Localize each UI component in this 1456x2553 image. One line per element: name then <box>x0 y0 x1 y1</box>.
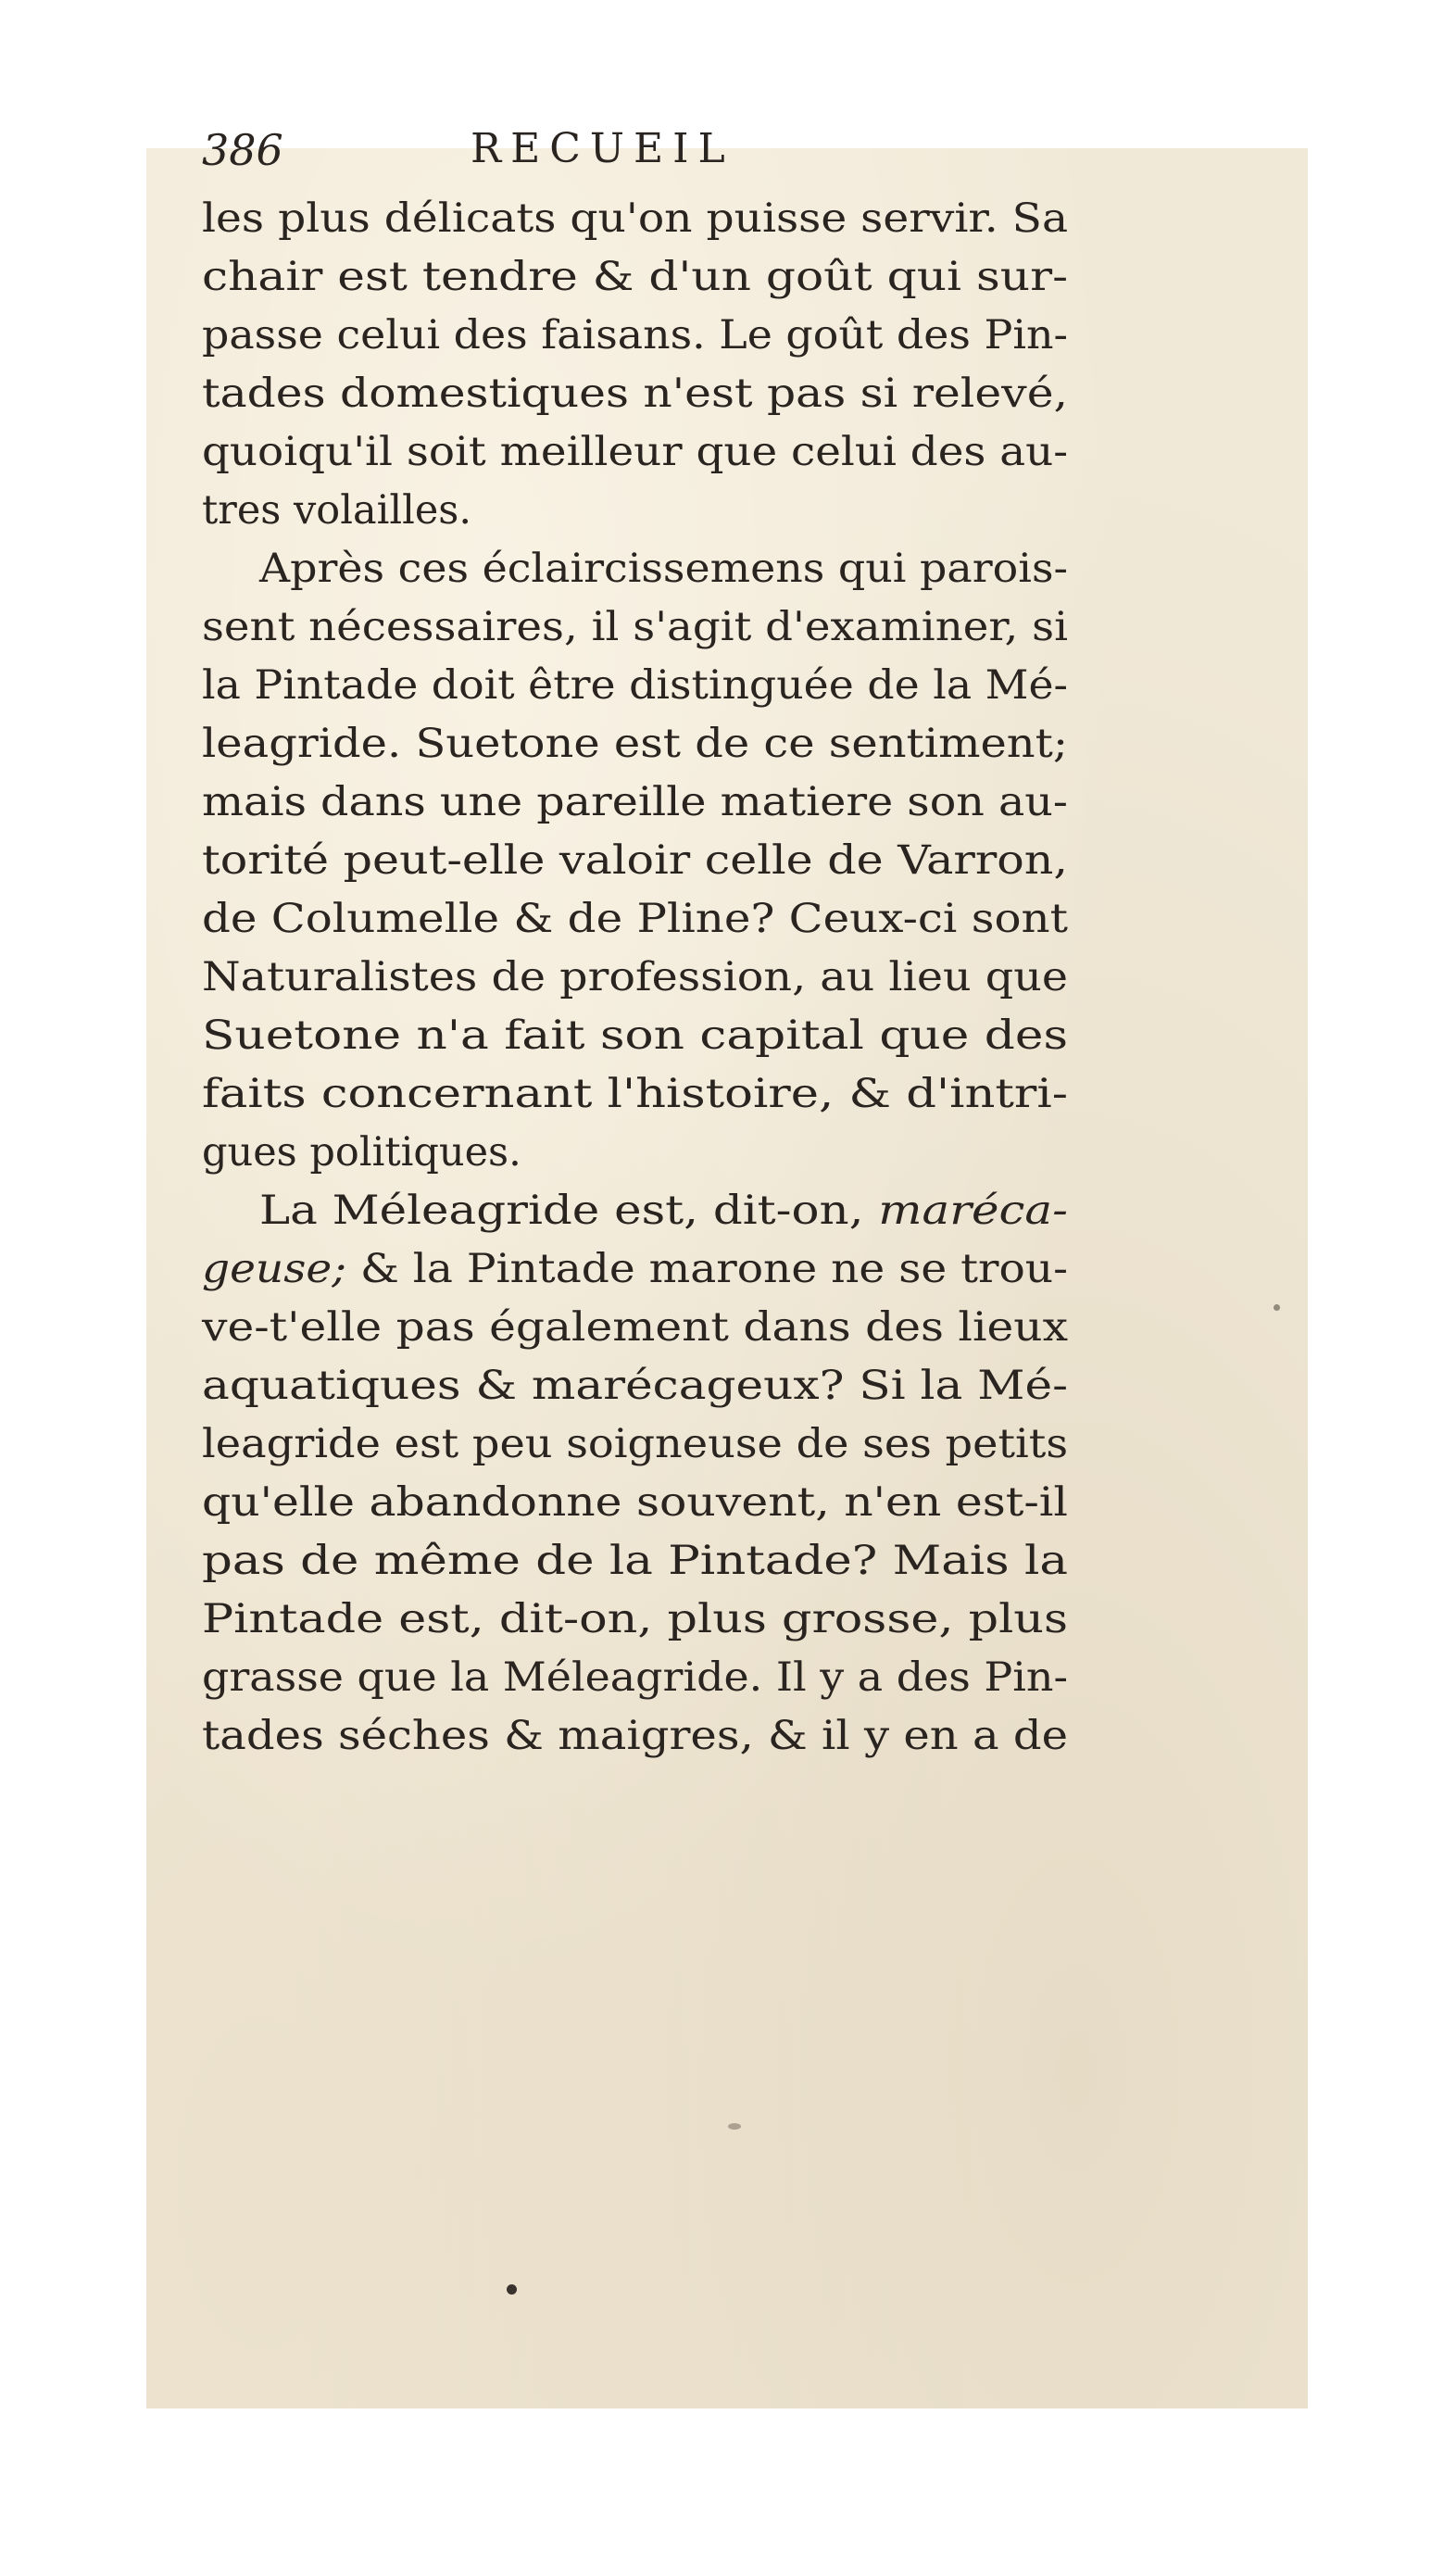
text-line <box>202 1065 1073 1124</box>
text-line <box>202 1124 1073 1182</box>
text-line-content <box>202 949 1068 1007</box>
line-text: faits concernant l'histoire, & d'intri- <box>202 1071 1069 1117</box>
text-line <box>202 1707 1073 1766</box>
text-line <box>202 1007 1073 1065</box>
text-line-content <box>259 540 1068 598</box>
text-line <box>202 1299 1073 1357</box>
line-text: tades séches & maigres, & il y en a de <box>202 1713 1069 1759</box>
line-text: grasse que la Méleagride. Il y a des Pin- <box>202 1654 1068 1701</box>
text-line-content <box>202 1591 1068 1649</box>
text-line <box>202 1182 1073 1240</box>
line-text: Après ces éclaircissemens qui parois- <box>259 546 1068 592</box>
text-line <box>202 423 1073 482</box>
ink-speck <box>1274 1304 1280 1311</box>
line-text: mais dans une pareille matiere son au- <box>202 779 1068 825</box>
text-line-content <box>202 1415 1068 1474</box>
text-line-content <box>202 248 1068 307</box>
text-line <box>202 365 1073 423</box>
text-line-content <box>202 423 1068 482</box>
line-text: passe celui des faisans. Le goût des Pin- <box>202 312 1069 358</box>
line-text: sent nécessaires, il s'agit d'examiner, si <box>202 604 1069 650</box>
text-line <box>202 1357 1073 1415</box>
line-text: leagride est peu soigneuse de ses petits <box>202 1421 1069 1467</box>
text-line-content <box>202 190 1068 248</box>
ink-speck <box>728 2123 741 2130</box>
text-line-content <box>202 773 1068 832</box>
text-line-content <box>202 890 1068 949</box>
text-line <box>202 773 1073 832</box>
text-line-content <box>202 1299 1068 1357</box>
text-line-content <box>202 715 1068 773</box>
line-text: Pintade est, dit-on, plus grosse, plus <box>202 1596 1069 1642</box>
text-line <box>202 598 1073 657</box>
text-line-content <box>202 1007 1068 1065</box>
text-line <box>202 890 1073 949</box>
text-line <box>202 657 1073 715</box>
line-text: ve-t'elle pas également dans des lieux <box>202 1304 1069 1351</box>
text-line <box>202 540 1073 598</box>
italic-word: geuse; <box>202 1246 347 1292</box>
line-text: quoiqu'il soit meilleur que celui des au- <box>202 429 1069 475</box>
line-text: Naturalistes de profession, au lieu que <box>202 954 1068 1000</box>
text-line <box>202 1532 1073 1591</box>
text-line <box>202 1415 1073 1474</box>
line-text: les plus délicats qu'on puisse servir. Sa <box>202 195 1069 242</box>
line-text: la Pintade doit être distinguée de la Mé- <box>202 662 1068 709</box>
text-line-content <box>202 1649 1068 1707</box>
text-line-content <box>202 1474 1068 1532</box>
line-text: & la Pintade marone ne se trou- <box>359 1246 1068 1292</box>
text-line <box>202 248 1073 307</box>
text-line <box>202 307 1073 365</box>
line-text: pas de même de la Pintade? Mais la <box>202 1538 1069 1584</box>
text-line <box>202 1591 1073 1649</box>
line-text: qu'elle abandonne souvent, n'en est-il <box>202 1479 1069 1526</box>
line-text: leagride. Suetone est de ce sentiment; <box>202 721 1069 767</box>
text-line-content <box>202 1065 1068 1124</box>
text-line-content <box>202 482 471 540</box>
line-text: Suetone n'a fait son capital que des <box>202 1012 1069 1059</box>
italic-word: maréca- <box>878 1188 1068 1234</box>
page-number: 386 <box>202 125 283 175</box>
line-text: gues politiques. <box>202 1129 521 1176</box>
text-line-content <box>202 1707 1068 1766</box>
line-text: La Méleagride est, dit-on, <box>259 1188 864 1234</box>
line-text: de Columelle & de Pline? Ceux-ci sont <box>202 896 1068 942</box>
line-text: torité peut-elle valoir celle de Varron, <box>202 837 1068 884</box>
text-line-content <box>202 1124 521 1182</box>
line-text: tades domestiques n'est pas si relevé, <box>202 371 1068 417</box>
text-line-content <box>202 1532 1068 1591</box>
text-line <box>202 832 1073 890</box>
text-line-content <box>202 1357 1068 1415</box>
line-text: chair est tendre & d'un goût qui sur- <box>202 254 1069 300</box>
text-line-content <box>202 657 1068 715</box>
line-text: tres volailles. <box>202 487 472 534</box>
line-text: aquatiques & marécageux? Si la Mé- <box>202 1363 1068 1409</box>
running-head: RECUEIL <box>471 125 734 172</box>
text-line <box>202 949 1073 1007</box>
text-line-content <box>202 1240 1068 1299</box>
text-line-content <box>202 598 1068 657</box>
page-header <box>202 125 961 190</box>
text-line-content <box>202 307 1068 365</box>
ink-speck <box>507 2284 517 2295</box>
text-line <box>202 190 1073 248</box>
text-line <box>202 1240 1073 1299</box>
text-line-content <box>202 832 1068 890</box>
text-line <box>202 1474 1073 1532</box>
text-line-content <box>202 365 1068 423</box>
text-line-content <box>259 1182 1068 1240</box>
text-line <box>202 715 1073 773</box>
text-line <box>202 1649 1073 1707</box>
body-text <box>202 190 1073 1766</box>
text-line <box>202 482 1073 540</box>
